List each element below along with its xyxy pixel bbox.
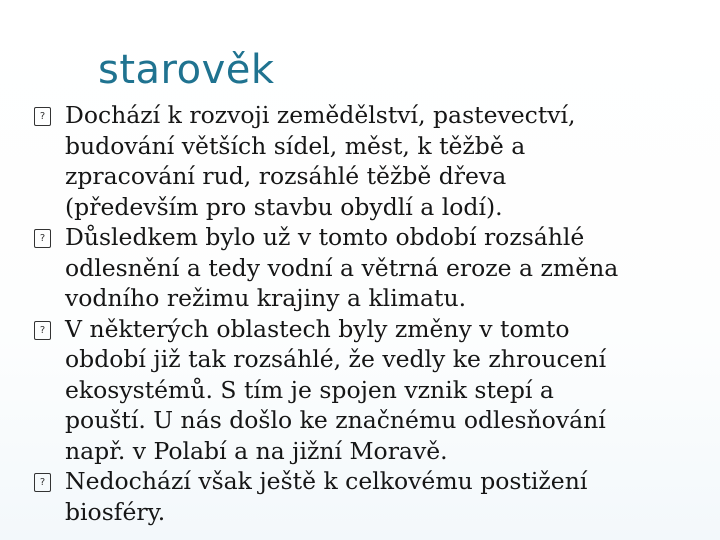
bullet-line: budování větších sídel, měst, k těžbě a [65, 131, 526, 160]
bullet-item [34, 222, 714, 314]
bullet-line: biosféry. [65, 497, 166, 526]
missing-glyph-bullet-icon [34, 107, 51, 126]
bullet-line: Nedochází však ještě k celkovému postižení [65, 467, 588, 495]
bullet-item [34, 314, 714, 467]
bullet-line: ekosystémů. S tím je spojen vznik stepí a [65, 375, 554, 404]
missing-glyph-bullet-icon [34, 229, 51, 248]
missing-glyph-bullet-icon [34, 321, 51, 340]
bullet-line: odlesnění a tedy vodní a větrná eroze a změna [65, 253, 619, 282]
bullet-line: V některých oblastech byly změny v tomto [65, 314, 570, 343]
bullet-line: (především pro stavbu obydlí a lodí). [65, 192, 503, 221]
bullet-line: Důsledkem bylo už v tomto období rozsáhlé [65, 223, 585, 251]
bullet-item [34, 100, 714, 222]
bullet-line: Dochází k rozvoji zemědělství, pastevectví, [65, 101, 576, 129]
bullet-line: např. v Polabí a na jižní Moravě. [65, 436, 448, 465]
bullet-line: pouští. U nás došlo ke značnému odlesňování [65, 406, 606, 434]
bullet-line: vodního režimu krajiny a klimatu. [65, 284, 467, 312]
slide-title: starověk [98, 47, 275, 93]
bullet-item [34, 466, 714, 527]
bullet-list [34, 100, 714, 527]
bullet-line: zpracování rud, rozsáhlé těžbě dřeva [65, 162, 507, 190]
missing-glyph-bullet-icon [34, 473, 51, 492]
bullet-line: období již tak rozsáhlé, že vedly ke zhroucení [65, 345, 607, 373]
